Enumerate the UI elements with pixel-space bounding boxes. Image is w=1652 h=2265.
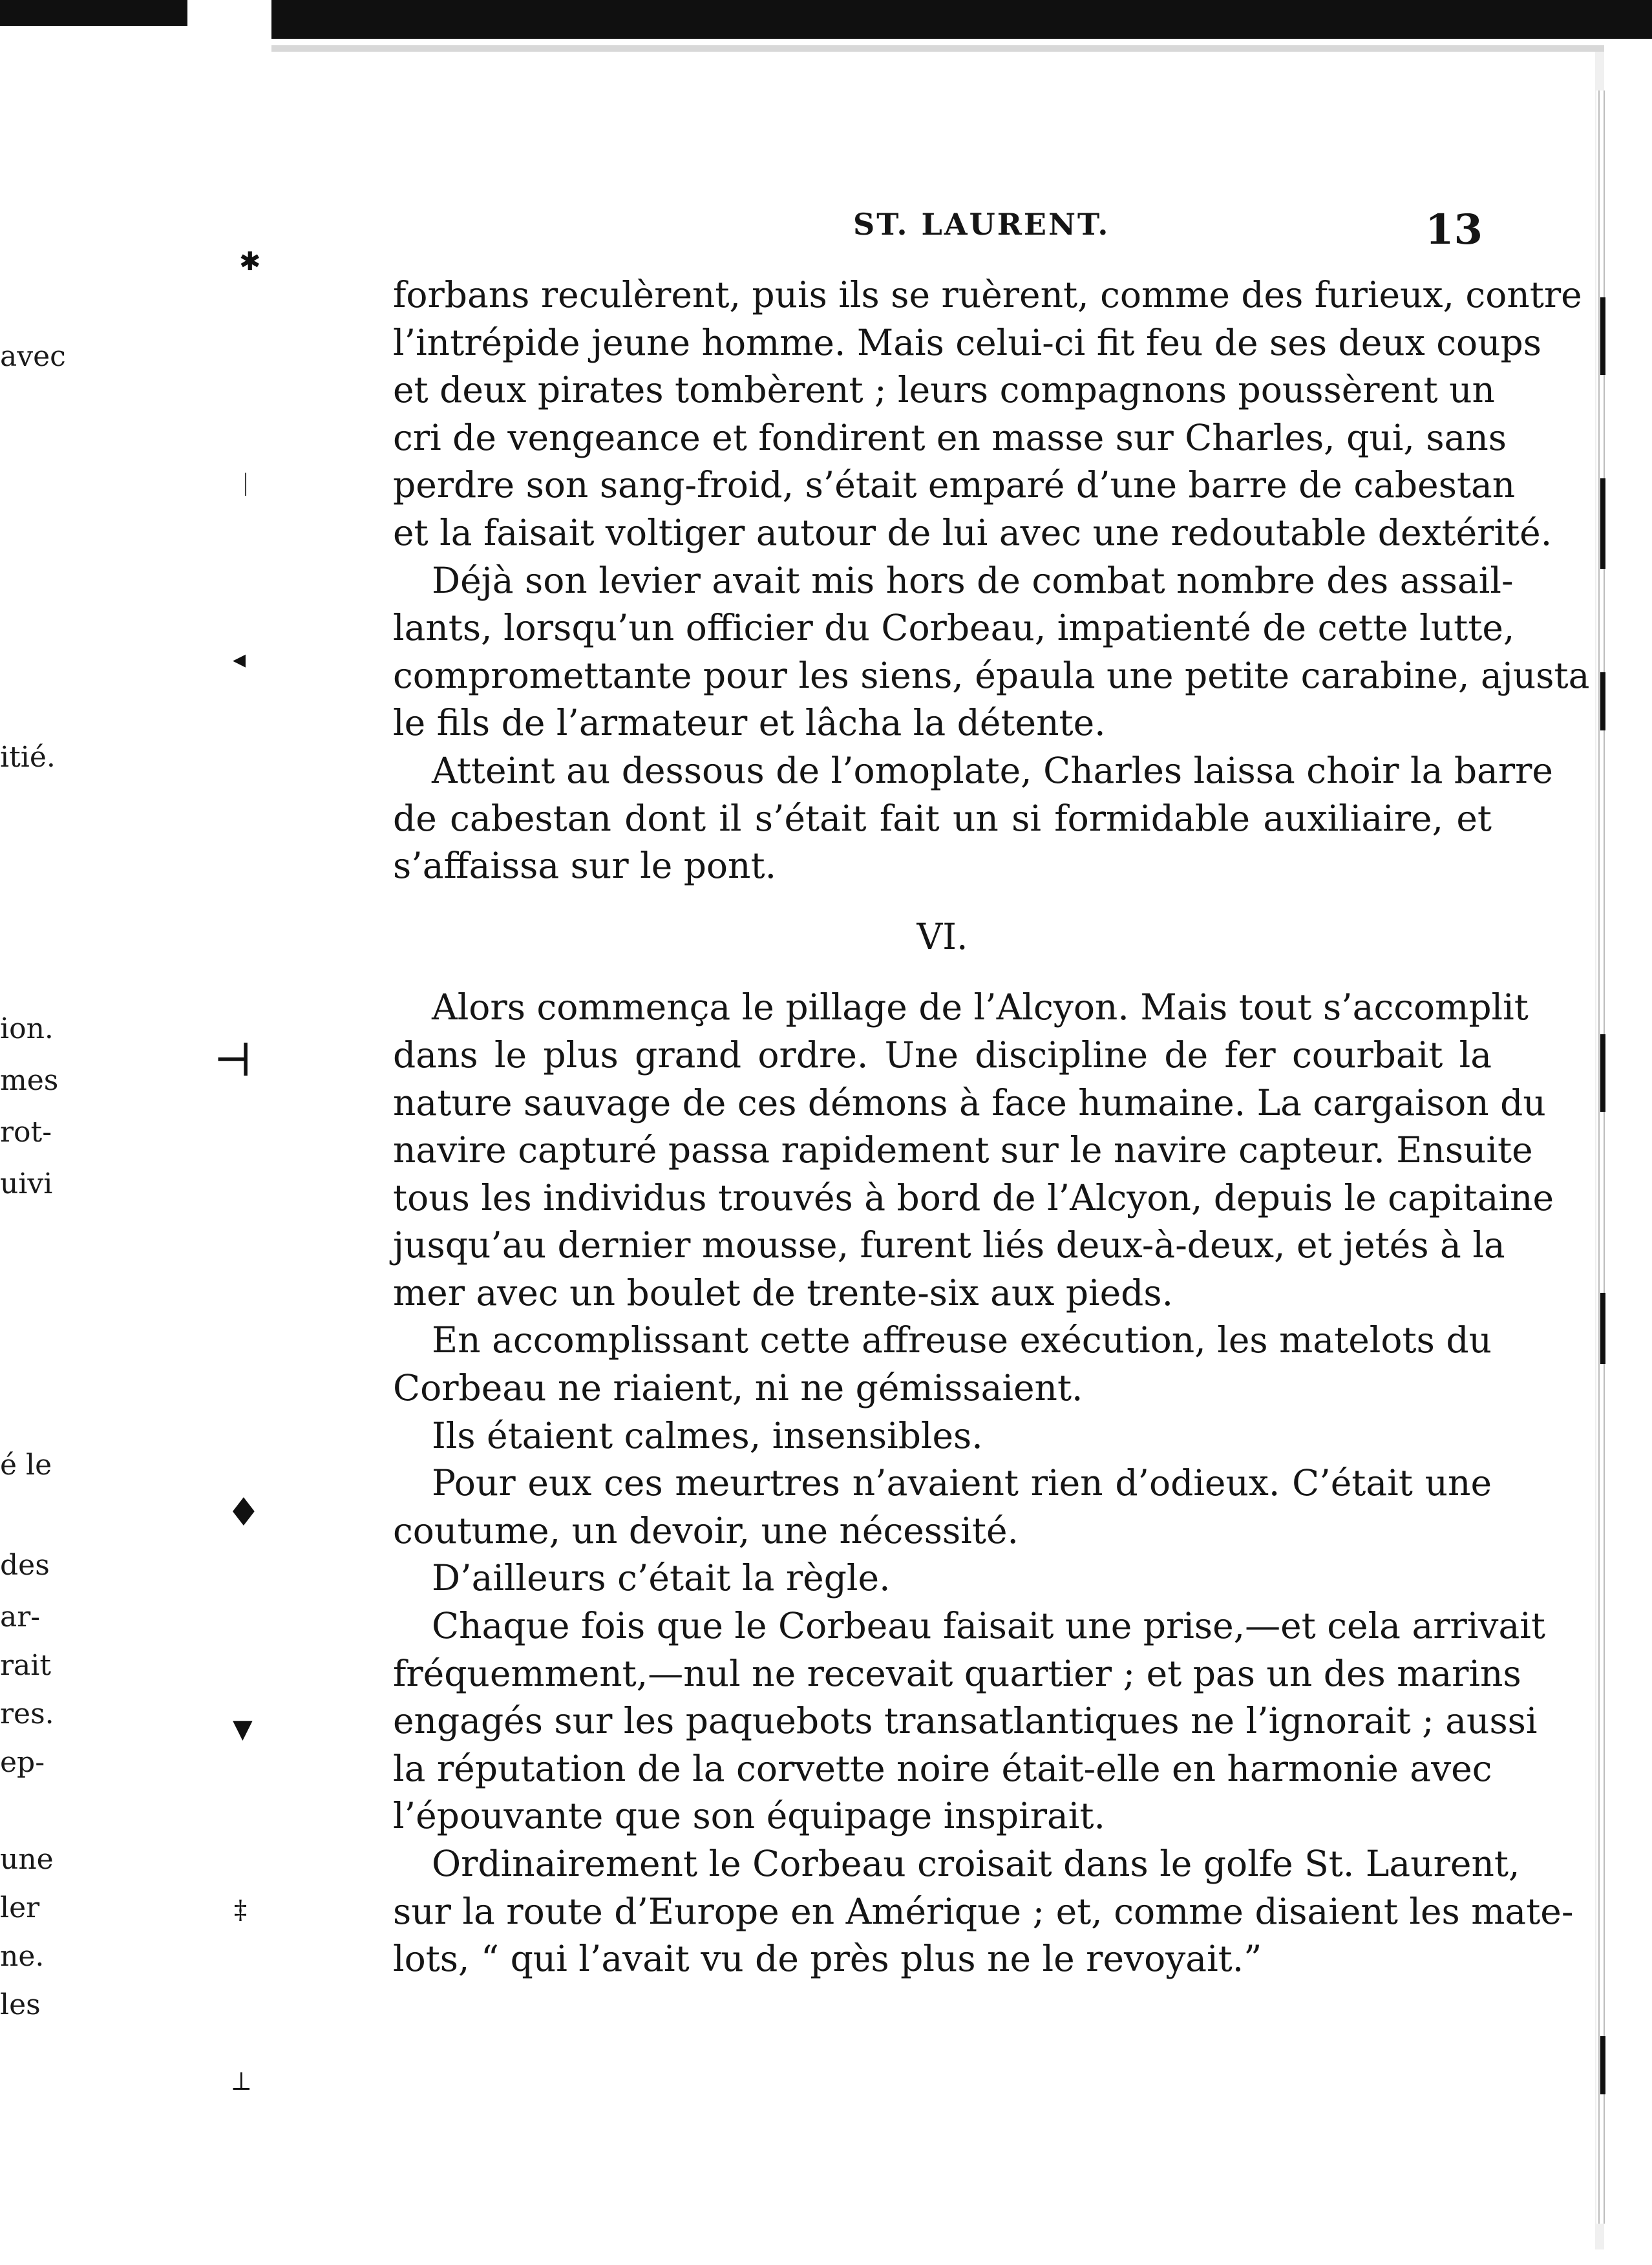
facing-page-fragment: res. [0, 1697, 54, 1730]
running-title: ST. LAURENT. [853, 207, 1110, 242]
text-line: de cabestan dont il s’était fait un si formidable auxiliaire, et [393, 797, 1492, 839]
facing-page-fragment: les [0, 1988, 41, 2021]
facing-page-fragment: des [0, 1549, 50, 1582]
section-spacer [393, 890, 1492, 913]
section-spacer [393, 961, 1492, 984]
facing-page [0, 26, 187, 2265]
text-line: Chaque fois que le Corbeau faisait une prise,—et cela arrivait [432, 1605, 1545, 1647]
text-line: engagés sur les paquebots transatlantiques ne l’ignorait ; aussi [393, 1700, 1538, 1742]
text-line: compromettante pour les siens, épaula une petite carabine, ajusta [393, 654, 1590, 696]
page-edge-mark [1600, 478, 1605, 569]
facing-page-fragment: é le [0, 1449, 52, 1482]
page-edge-mark [1600, 297, 1605, 375]
text-line: Alors commença le pillage de l’Alcyon. Mais tout s’accomplit [432, 986, 1529, 1028]
gutter-mark-icon: ⊣ [213, 1034, 253, 1087]
text-line: coutume, un devoir, une nécessité. [393, 1509, 1019, 1551]
text-line: s’affaissa sur le pont. [393, 845, 777, 887]
text-line: D’ailleurs c’était la règle. [432, 1557, 891, 1599]
gutter-mark-icon: ◂ [233, 644, 246, 674]
facing-page-fragment: rait [0, 1649, 52, 1682]
text-line: Déjà son levier avait mis hors de combat nombre des assail- [432, 559, 1514, 601]
facing-page-fragment: ep- [0, 1746, 45, 1779]
page-number: 13 [1425, 206, 1483, 254]
text-line: et la faisait voltiger autour de lui avec une redoutable dextérité. [393, 511, 1552, 553]
page-edge [1596, 90, 1607, 2224]
gutter-mark-icon: ᛁ [238, 470, 253, 500]
text-line: lants, lorsqu’un officier du Corbeau, impatienté de cette lutte, [393, 607, 1515, 649]
text-line: Pour eux ces meurtres n’avaient rien d’odieux. C’était une [432, 1462, 1492, 1504]
text-line: tous les individus trouvés à bord de l’Alcyon, depuis le capitaine [393, 1176, 1554, 1218]
facing-page-fragment: avec [0, 340, 66, 373]
text-line: jusqu’au dernier mousse, furent liés deux-à-deux, et jetés à la [393, 1224, 1505, 1266]
body-text [393, 271, 1590, 1983]
page-edge-mark [1600, 1293, 1605, 1364]
section-heading: VI. [916, 915, 968, 957]
page-edge-mark [1600, 2036, 1605, 2094]
facing-page-fragment: ar- [0, 1600, 41, 1633]
gutter-mark-icon: ♦ [226, 1490, 261, 1535]
facing-page-fragment: mes [0, 1064, 59, 1097]
facing-page-fragment: uivi [0, 1167, 53, 1200]
text-line: l’épouvante que son équipage inspirait. [393, 1795, 1105, 1837]
facing-page-fragment: une [0, 1843, 54, 1876]
text-line: navire capturé passa rapidement sur le navire capteur. Ensuite [393, 1129, 1533, 1171]
facing-page-fragment: ion. [0, 1012, 54, 1045]
page-edge-mark [1600, 672, 1605, 730]
facing-page-fragment: itié. [0, 741, 56, 774]
text-line: sur la route d’Europe en Amérique ; et, comme disaient les mate- [393, 1890, 1574, 1932]
text-line: Atteint au dessous de l’omoplate, Charles laissa choir la barre [432, 749, 1553, 791]
page-edge-mark [1600, 1034, 1605, 1112]
text-line: dans le plus grand ordre. Une discipline de fer courbait la [393, 1034, 1492, 1076]
text-line: forbans reculèrent, puis ils se ruèrent, comme des furieux, contre [393, 274, 1582, 315]
text-line: l’intrépide jeune homme. Mais celui-ci fit feu de ses deux coups [393, 321, 1541, 363]
facing-page-fragment: ler [0, 1891, 40, 1924]
page-gutter [187, 0, 271, 2265]
text-line: et deux pirates tombèrent ; leurs compagnons poussèrent un [393, 369, 1495, 411]
text-line: Ils étaient calmes, insensibles. [432, 1414, 983, 1456]
text-line: lots, “ qui l’avait vu de près plus ne le revoyait.” [393, 1938, 1262, 1980]
text-line: cri de vengeance et fondirent en masse sur Charles, qui, sans [393, 416, 1507, 458]
gutter-mark-icon: ‡ [234, 1895, 247, 1925]
facing-page-fragment: rot- [0, 1116, 52, 1149]
facing-page-fragment: ne. [0, 1940, 45, 1973]
text-line: perdre son sang-froid, s’était emparé d’une barre de cabestan [393, 464, 1516, 506]
text-line: nature sauvage de ces démons à face humaine. La cargaison du [393, 1081, 1546, 1123]
text-line: Corbeau ne riaient, ni ne gémissaient. [393, 1367, 1083, 1409]
text-line: le fils de l’armateur et lâcha la détente. [393, 702, 1106, 744]
text-line: fréquemment,—nul ne recevait quartier ; et pas un des marins [393, 1652, 1521, 1694]
text-line: la réputation de la corvette noire était-elle en harmonie avec [393, 1747, 1492, 1789]
text-line: mer avec un boulet de trente-six aux pieds. [393, 1271, 1174, 1313]
gutter-mark-icon: ▼ [233, 1714, 253, 1744]
gutter-mark-icon: ✱ [239, 247, 261, 277]
gutter-mark-icon: ⟂ [233, 2067, 250, 2096]
text-line: Ordinairement le Corbeau croisait dans le golfe St. Laurent, [432, 1843, 1520, 1884]
text-line: En accomplissant cette affreuse exécution, les matelots du [432, 1319, 1492, 1361]
